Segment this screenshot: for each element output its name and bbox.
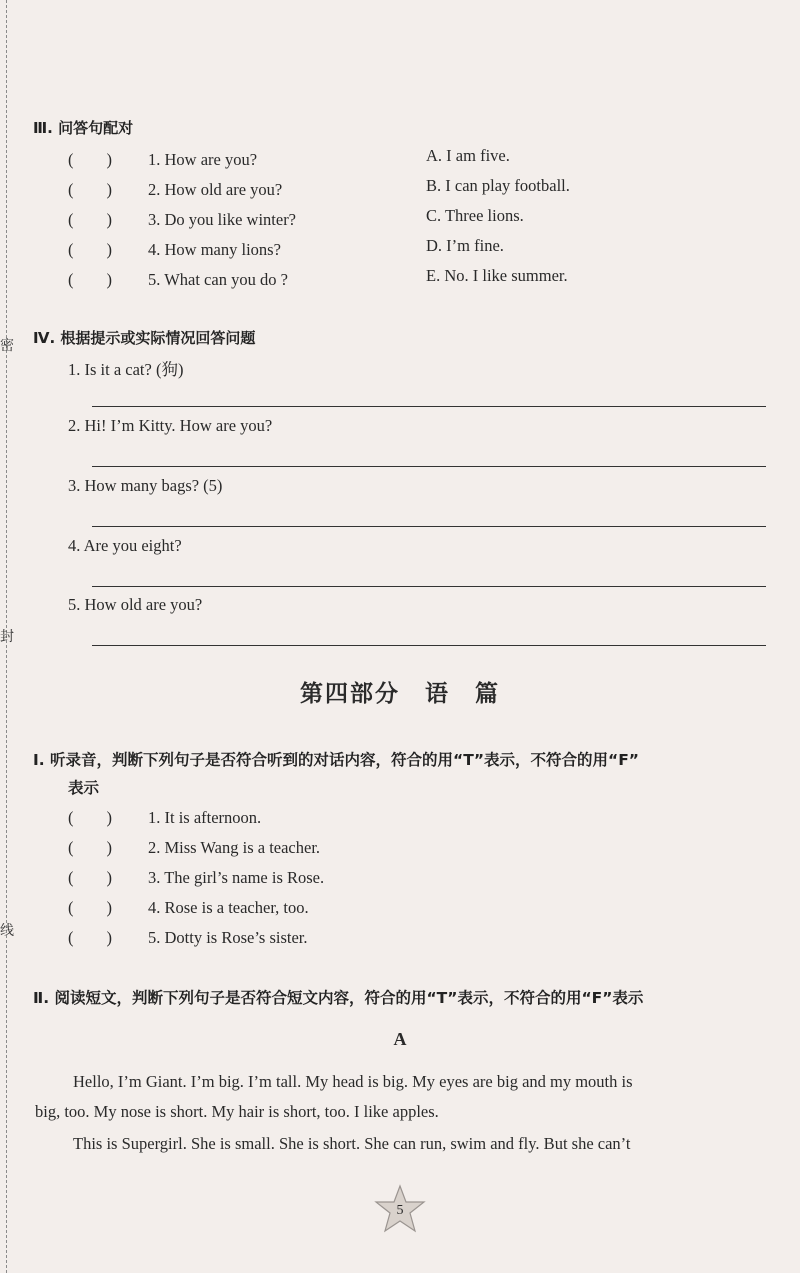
answer-question: 5. How old are you? — [68, 595, 203, 614]
margin-mark: 密 — [0, 338, 14, 354]
passage-line: big, too. My nose is short. My hair is short, too. I like apples. — [35, 1102, 439, 1121]
match-question-row: ( ) 5. What can you do ? — [68, 270, 288, 289]
answer-question: 2. Hi! I’m Kitty. How are you? — [68, 416, 273, 435]
margin-mark: 封 — [0, 629, 14, 645]
margin-mark: 线 — [0, 923, 14, 939]
match-answer: C. Three lions. — [426, 206, 524, 225]
match-answer: D. I’m fine. — [426, 236, 504, 255]
section4-heading: Ⅳ. 根据提示或实际情况回答问题 — [33, 329, 256, 347]
listening-heading-cont: 表示 — [68, 779, 100, 797]
answer-line[interactable] — [92, 586, 766, 587]
listening-item: ( ) 1. It is afternoon. — [68, 808, 262, 827]
answer-line[interactable] — [92, 466, 766, 467]
answer-line[interactable] — [92, 526, 766, 527]
passage-line: This is Supergirl. She is small. She is short. She can run, swim and fly. But she can’t — [73, 1134, 631, 1153]
answer-question: 4. Are you eight? — [68, 536, 182, 555]
match-question-row: ( ) 1. How are you? — [68, 150, 258, 169]
match-question-row: ( ) 2. How old are you? — [68, 180, 283, 199]
match-answer: B. I can play football. — [426, 176, 570, 195]
answer-line[interactable] — [92, 406, 766, 407]
listening-item: ( ) 3. The girl’s name is Rose. — [68, 868, 325, 887]
part4-title: 第四部分 语 篇 — [300, 681, 500, 707]
answer-question: 3. How many bags? (5) — [68, 476, 223, 495]
match-question-row: ( ) 4. How many lions? — [68, 240, 281, 259]
passage-label: A — [393, 1029, 407, 1049]
answer-question: 1. Is it a cat? (狗) — [68, 360, 184, 379]
listening-heading: Ⅰ. 听录音，判断下列句子是否符合听到的对话内容，符合的用“T”表示，不符合的用“F” — [33, 751, 639, 769]
listening-item: ( ) 4. Rose is a teacher, too. — [68, 898, 309, 917]
match-answer: E. No. I like summer. — [426, 266, 568, 285]
listening-item: ( ) 2. Miss Wang is a teacher. — [68, 838, 321, 857]
section3-heading: Ⅲ. 问答句配对 — [33, 119, 134, 137]
passage-line: Hello, I’m Giant. I’m big. I’m tall. My head is big. My eyes are big and my mouth is — [73, 1072, 633, 1091]
page-number: 5 — [396, 1203, 404, 1218]
listening-item: ( ) 5. Dotty is Rose’s sister. — [68, 928, 308, 947]
match-answer: A. I am five. — [426, 146, 510, 165]
answer-line[interactable] — [92, 645, 766, 646]
reading-heading: Ⅱ. 阅读短文，判断下列句子是否符合短文内容，符合的用“T”表示，不符合的用“F”表示 — [33, 989, 644, 1007]
match-question-row: ( ) 3. Do you like winter? — [68, 210, 297, 229]
